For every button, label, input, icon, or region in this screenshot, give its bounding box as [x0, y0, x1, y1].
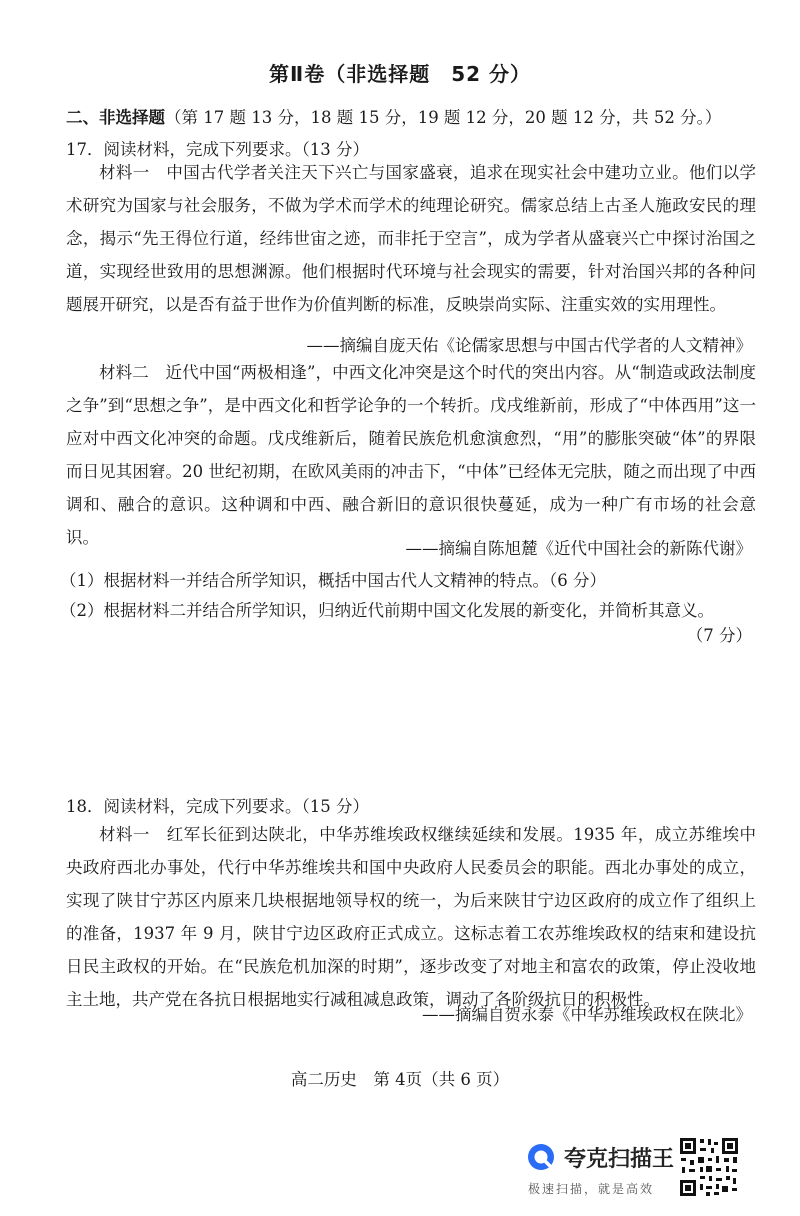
q17-material-1: 材料一 中国古代学者关注天下兴亡与国家盛衰，追求在现实社会中建功立业。他们以学术研究为国家与社会服务，不做为学术而学术的纯理论研究。儒家总结上古圣人施政安民的理念，揭示“先王得位行道，经纬世宙之迹，而非托于空言”，成为学者从盛衰兴亡中探讨治国之道，实现经世致用的思想渊源。他们根据时代环境与社会现实的需要，针对治国兴邦的各种问题展开研究，以是否有益于世作为价值判断的标准，反映崇尚实际、注重实效的实用理性。 — [66, 163, 756, 314]
qr-code-icon — [678, 1136, 740, 1198]
page-footer: 高二历史 第 4页（共 6 页） — [290, 1070, 510, 1089]
question-18-prompt: 18．阅读材料，完成下列要求。（15 分） — [66, 797, 369, 816]
section-title: 第Ⅱ卷（非选择题 52 分） — [269, 62, 531, 86]
scanner-logo-icon — [526, 1142, 556, 1172]
q17-source-2: ——摘编自陈旭麓《近代中国社会的新陈代谢》 — [405, 539, 752, 558]
scanner-slogan: 极速扫描，就是高效 — [528, 1182, 655, 1196]
question-17-prompt: 17．阅读材料，完成下列要求。（13 分） — [66, 140, 369, 159]
q17-sub-question-2: （2）根据材料二并结合所学知识，归纳近代前期中国文化发展的新变化，并简析其意义。 — [60, 601, 714, 620]
q18-source-1: ——摘编自贺永泰《中华苏维埃政权在陕北》 — [422, 1005, 752, 1024]
q17-sub-question-2-score: （7 分） — [686, 626, 752, 645]
section-note: （第 17 题 13 分，18 题 15 分，19 题 12 分，20 题 12 分，共 52 分。） — [165, 108, 722, 127]
q17-material-2: 材料二 近代中国“两极相逢”，中西文化冲突是这个时代的突出内容。从“制造或政法制度之争”到“思想之争”，是中西文化和哲学论争的一个转折。戊戌维新前，形成了“中体西用”这一应对中西文化冲突的命题。戊戌维新后，随着民族危机愈演愈烈，“用”的膨胀突破“体”的界限而日见其困窘。20 世纪初期，在欧风美雨的冲击下，“中体”已经体无完肤，随之而出现了中西调和、融合的意识。这种调和中西、融合新旧的意识很快蔓延，成为一种广有市场的社会意识。 — [66, 363, 756, 547]
q18-material-1: 材料一 红军长征到达陕北，中华苏维埃政权继续延续和发展。1935 年，成立苏维埃中央政府西北办事处，代行中华苏维埃共和国中央政府人民委员会的职能。西北办事处的成立，实现了陕甘宁苏区内原来几块根据地领导权的统一，为后来陕甘宁边区政府的成立作了组织上的准备，1937 年 9 月，陕甘宁边区政府正式成立。这标志着工农苏维埃政权的结束和建设抗日民主政权的开始。在“民族危机加深的时期”，逐步改变了对地主和富农的政策，停止没收地主土地，共产党在各抗日根据地实行减租减息政策，调动了各阶级抗日的积极性。 — [66, 825, 756, 1009]
scanner-watermark — [526, 1138, 676, 1202]
scanner-brand-name: 夸克扫描王 — [564, 1147, 675, 1172]
section-heading — [66, 104, 721, 128]
q17-source-1: ——摘编自庞天佑《论儒家思想与中国古代学者的人文精神》 — [306, 336, 752, 355]
section-label: 二、非选择题 — [66, 108, 165, 127]
q17-sub-question-1: （1）根据材料一并结合所学知识，概括中国古代人文精神的特点。（6 分） — [60, 571, 606, 590]
